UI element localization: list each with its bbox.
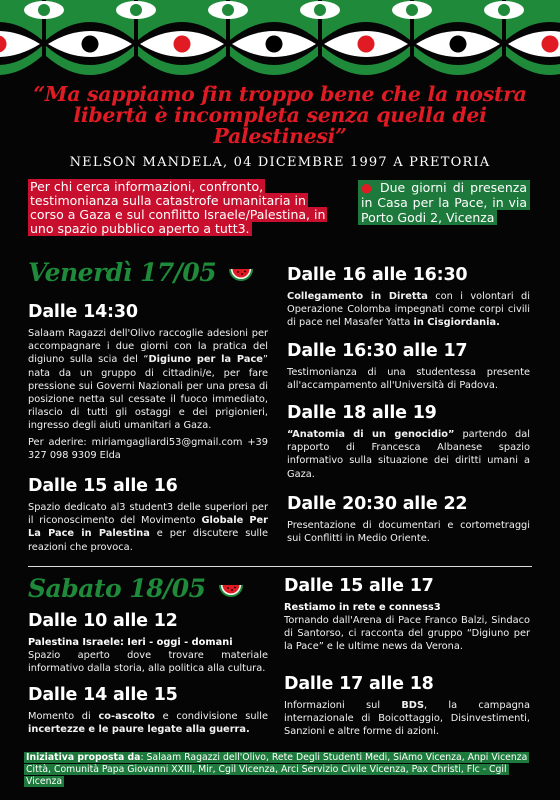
contact-info: Per aderire: miriamgagliardi53@gmail.com +39 327 098 9309 Elda: [28, 436, 268, 461]
quote: “Ma sappiamo fin troppo bene che la nostra libertà è incompleta senza quella dei Palestinesi”: [33, 82, 527, 148]
event-time: Dalle 20:30 alle 22: [287, 494, 468, 514]
location-pin-icon: ●: [361, 180, 374, 195]
event-sat-1012: Dalle 10 alle 12 Palestina Israele: Ieri - oggi - domani Spazio aperto dove trovare materiale informativo dalla storia, alla politica alla cultura.: [28, 611, 268, 675]
day-title-friday: Venerdì 17/05: [28, 258, 254, 287]
event-fri-163017: Dalle 16:30 alle 17 Testimonianza di una studentessa presente all'accampamento all'Università di Padova.: [287, 341, 530, 392]
event-time: Dalle 16 alle 16:30: [287, 265, 468, 285]
event-time: Dalle 14 alle 15: [28, 685, 178, 705]
day-title-saturday: Sabato 18/05: [28, 574, 244, 603]
event-time: Dalle 15 alle 16: [28, 476, 178, 496]
eye-border: [0, 0, 560, 78]
event-time: Dalle 18 alle 19: [287, 403, 437, 423]
event-fri-1516: Dalle 15 alle 16 Spazio dedicato al3 student3 delle superiori per il riconoscimento del Movimento Globale Per La Pace in Palestina e per discutere sulle reazioni che provoca.: [28, 476, 268, 553]
event-sat-1718: Dalle 17 alle 18 Informazioni sul BDS, la campagna internazionale di Boicottaggio, Disinvestimenti, Sanzioni e altre forme di azioni.: [284, 674, 530, 738]
event-subtitle: Restiamo in rete e conness3: [284, 602, 441, 613]
watermelon-icon: [228, 268, 254, 282]
quote-attribution: NELSON MANDELA, 04 DICEMBRE 1997 A PRETORIA: [69, 155, 491, 170]
event-sat-1517: Dalle 15 alle 17 Restiamo in rete e conness3 Tornando dall'Arena di Pace Franco Balzi, Sindaco di Santorso, ci racconta del gruppo “Digiuno per la Pace” e le ultime news da Verona.: [284, 576, 530, 653]
intro-location: ● Due giorni di presenza in Casa per la Pace, in via Porto Godi 2, Vicenza: [358, 180, 530, 225]
event-subtitle: Palestina Israele: Ieri - oggi - domani: [28, 637, 233, 648]
intro-description: Per chi cerca informazioni, confronto, testimonianza sulla catastrofe umanitaria in corso a Gaza e sul conflitto Israele/Palestina, in uno spazio pubblico aperto a tutt3.: [30, 179, 326, 236]
section-divider: [28, 566, 532, 567]
watermelon-icon: [218, 584, 244, 598]
event-time: Dalle 17 alle 18: [284, 674, 434, 694]
event-time: Dalle 15 alle 17: [284, 576, 434, 596]
event-time: Dalle 16:30 alle 17: [287, 341, 468, 361]
event-sat-1415: Dalle 14 alle 15 Momento di co-ascolto e condivisione sulle incertezze e le paure legate alla guerra.: [28, 685, 269, 736]
event-fri-1819: Dalle 18 alle 19 “Anatomia di un genocidio” partendo dal rapporto di Francesca Albanese spazio informativo sulla situazione dei diritti umani a Gaza.: [287, 403, 530, 480]
event-time: Dalle 10 alle 12: [28, 611, 178, 631]
event-fri-203022: Dalle 20:30 alle 22 Presentazione di documentari e cortometraggi sui Conflitti in Medio Oriente.: [287, 494, 530, 545]
event-fri-161630: Dalle 16 alle 16:30 Collegamento in Diretta con i volontari di Operazione Colomba impegnati come corpi civili di pace nel Masafer Yatta in Cisgiordania.: [287, 265, 530, 329]
footer-organizers: Iniziativa proposta da: Salaam Ragazzi dell'Olivo, Rete Degli Studenti Medi, SiAmo Vicenza, Anpi Vicenza Città, Comunità Papa Giovanni XXIII, Mir, Cgil Vicenza, Arci Servizio Civile Vicenza, Pax Christi, Flc - Cgil Vicenza: [26, 752, 528, 787]
event-fri-1430: Dalle 14:30 Salaam Ragazzi dell'Olivo raccoglie adesioni per accompagnare i due giorni con la pratica del digiuno sulla scia del “Digiuno per la Pace” nata da un gruppo di cittadini/e, per fare pressione sui Governi Nazionali per una presa di posizione netta sul cessate il fuoco immediato, rilascio di tutti gli ostaggi e dei prigionieri, ingresso degli aiuti umanitari a Gaza. Per aderire: miriamgagliardi53@gmail.com +39 327 098 9309 Elda: [28, 302, 268, 461]
event-time: Dalle 14:30: [28, 302, 138, 322]
